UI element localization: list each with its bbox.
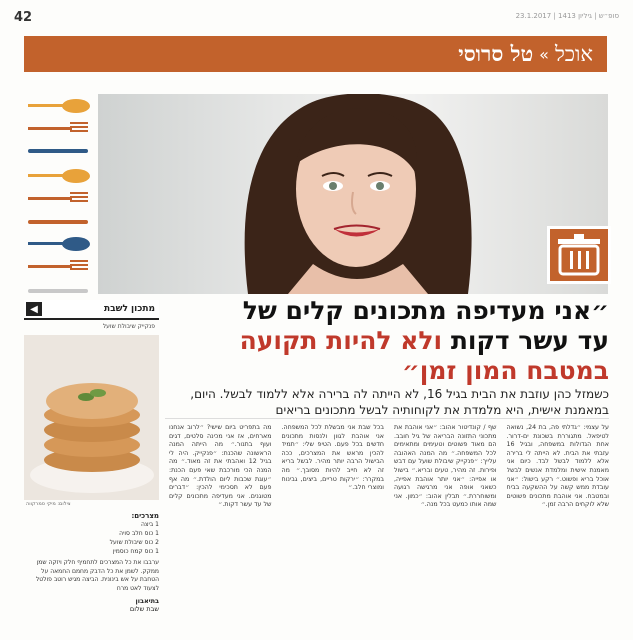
arrow-left-icon: ◀ [26, 302, 42, 316]
section-author: טל סרוסי [458, 41, 534, 66]
recipe-sidebar [24, 300, 159, 630]
sidebar-subtitle: פנקייק שיבולת שועל [102, 323, 155, 330]
headline-line-2 [169, 326, 609, 356]
issue-meta: סופ״ש | גיליון 1413 | 23.1.2017 [515, 12, 619, 20]
article-column: בכל שבת אני מבשלת לכל המשפחה. אני אוהבת לגוון ולנסות מתכונים חדשים בכל פעם. הטיפ שלי: ״תמיד להכין מראש את המצרכים, ככה הבישול הרבה יותר מהיר. לבשל בריא זה לא חייב להיות מסובך.״ מה במקרר: ״ירקות טריים, ביצים, גבינות ומוצרי חלב.״ [281, 424, 384, 492]
headline-line-2-red: ולא להיות תקועה [239, 326, 451, 355]
ingredient-item: 1 כוס קמח כוסמין [112, 548, 159, 555]
pot-icon [547, 226, 611, 284]
section-separator: » [539, 44, 549, 64]
pancake-photo [24, 335, 159, 500]
pancake-stack-icon [24, 335, 159, 500]
sidebar-header [24, 300, 159, 320]
sidebar-footer-subtitle: שבת שלום [129, 605, 159, 613]
ingredient-item: 2 כוס שיבולת שועל [109, 539, 159, 546]
headline-line-2-black: עד עשר דקות [450, 326, 609, 355]
headline-line-3: במטבח המון זמן״ [401, 356, 609, 385]
portrait-photo [98, 94, 608, 294]
headline-line-1: ״אני מעדיפה מתכונים קלים של [242, 296, 609, 325]
cutlery-decoration-icon [24, 94, 92, 304]
ingredient-item: 1 כוס חלב סויה [119, 530, 159, 537]
headline [169, 296, 609, 386]
ingredient-item: 1 ביצה [140, 521, 159, 528]
lede: כשמזל כהן עוזבת את הבית בגיל 16, לא הייתה לה ברירה אלא ללמוד לבשל. היום, במאמנת אישית, היא מלמדת את לקוחותיה לבשל מתכונים בריאים [190, 387, 609, 417]
section-label: אוכל [554, 41, 593, 66]
page-number: 42 [14, 10, 33, 25]
ingredients-title: מצרכים: [131, 512, 159, 520]
article-column: על עצמי: ״גדלתי פה, בת 24, נשואה לטיפאל. מתגוררת בשכונת ים-דרור. אחת הגדולות במשפחה, ובגיל 16 עזבתי את הבית. לא הייתה לי ברירה אלא ללמוד לבשל לבד. כיום אני מאמנת אישית ומלמדת אנשים לבשל אוכל בריא ופשוט.״ רקע בישול: ״אני עובדת ממש קשה על ההשקעה בבית ובמטבח. אני אוהבת מתכונים פשוטים שלא לוקחים הרבה זמן.״ [506, 424, 609, 509]
cooking-pot-icon [550, 229, 608, 281]
recipe-method: ערבבו את כל המצרכים לתחמיף חלק ויזקה שמן ממקק. לשמן את כל הדבק מחמם החמאה על הטחבת על אש בינונית. הביצה מגיש רוטב פולטל לצעוד לאט מרח [35, 559, 159, 592]
portrait-illustration-icon [98, 94, 608, 294]
section-bar [24, 36, 607, 72]
sidebar-footer-title: בתיאבון [135, 597, 159, 605]
divider [165, 418, 609, 419]
article-column: מה בתפריט ביום שישי? ״לרוב אנחנו מארחים, אז אני מכינה סלטים, דגים ועוף בתנור.״ מה הייתה המנה הראשונה שהכנת: ״פנקייק. היה לי בגיל 12 ואהבתי את זה מאוד.״ מה המנה הכי מורכבת שאי פעם הכנת: ״עוגת שכבות ליום הולדת.״ מה אף פעם לא תסכימי להכין: ״דברים מטוגנים. אני מעדיפה מתכונים קלים של עד עשר דקות.״ [169, 424, 272, 509]
article-column: שף / קונדיטור אהוב: ״אני אוהבת את מתכוני התזונה הבריאה של גיל חובב. הם מאוד פשוטים וטעימים ומתאימים לכל המשפחה.״ מה המנה האהובה עלייך: ״פנקייק שיבולת שועל עם דבש ופירות. זה מהיר, טעים ובריא.״ בישול או אפייה: ״אני יותר אוהבת אפייה, כשאני אופה אני מרגישה רגועה ומשוחררת.״ תבלין אהוב: ״כמון. אני שמה אותו כמעט בכל מנה.״ [394, 424, 497, 509]
page-header [0, 8, 633, 24]
photo-credit: צילום: מיקי סמרקווה [26, 501, 71, 507]
article-columns [169, 424, 609, 634]
sidebar-title: מתכון לשבת [104, 304, 155, 314]
